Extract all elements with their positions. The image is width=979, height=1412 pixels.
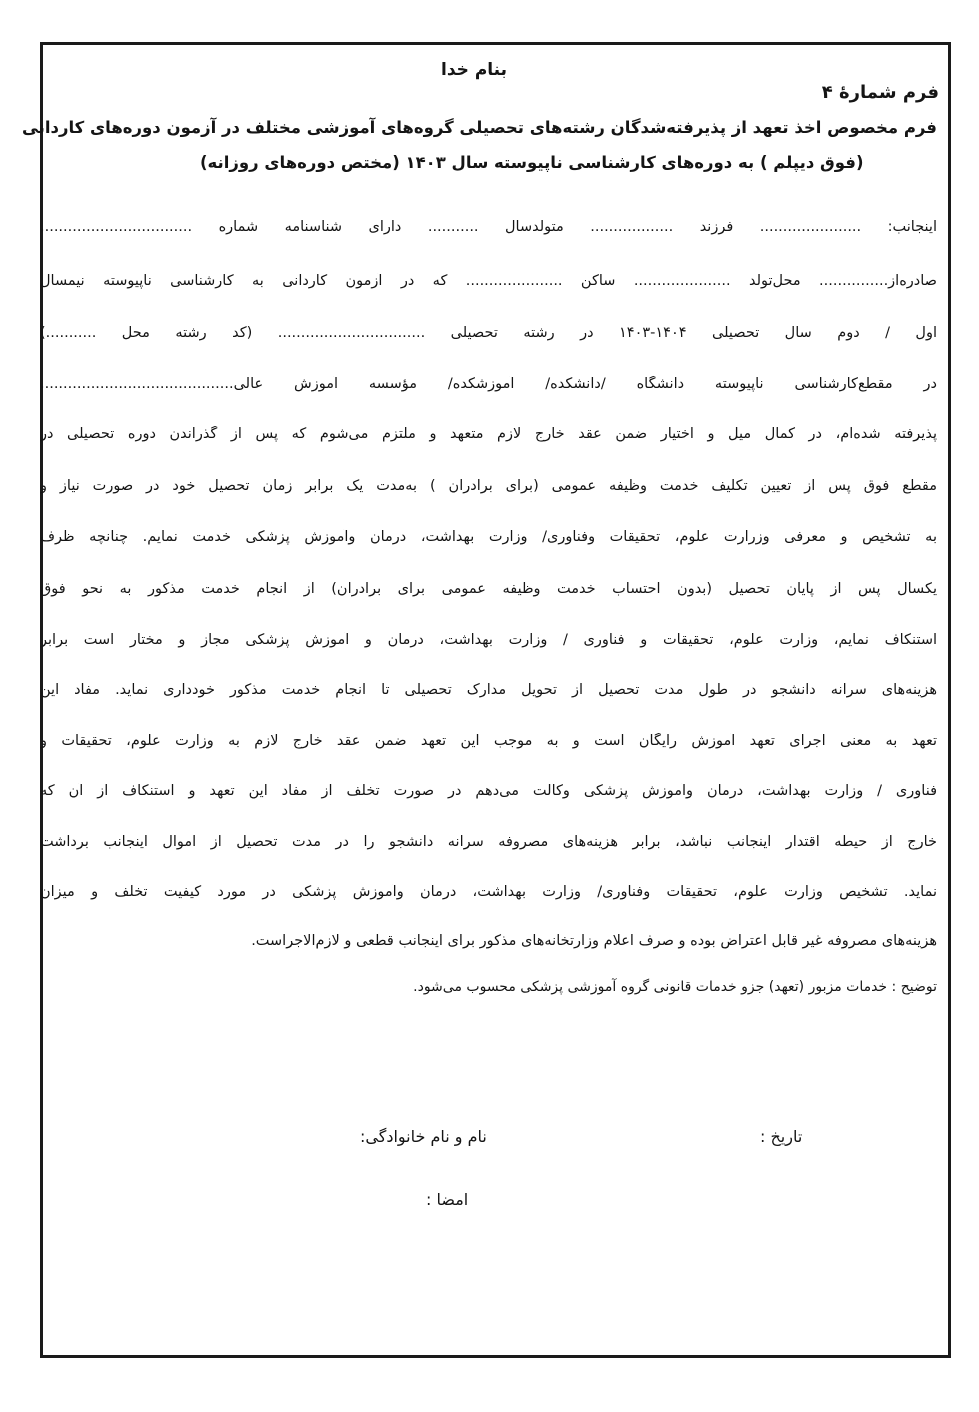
form-title-line-2: (فوق دیپلم ) به دوره‌های کارشناسی ناپیوسته سال ۱۴۰۳ (مختص دوره‌های روزانه) — [200, 153, 864, 172]
body-line: خارج از حیطه اقتدار اینجانب نباشد، برابر هزینه‌های مصروفه سرانه دانشجو را در مدت تحصیل از اموال اینجانب برداشت — [40, 834, 937, 850]
explanatory-note: توضیح : خدمات مزبور (تعهد) جزو خدمات قانونی گروه آموزشی پزشکی محسوب می‌شود. — [413, 979, 937, 995]
body-line: اول / دوم سال تحصیلی ۱۴۰۴-۱۴۰۳ در رشته تحصیلی ................................ (کد رشته محل ...........) — [40, 325, 937, 341]
form-number: فرم شمارهٔ ۴ — [821, 82, 939, 103]
body-line: هزینه‌های مصروفه غیر قابل اعتراض بوده و صرف اعلام وزارتخانه‌های مذکور برای اینجانب قطعی و لازم‌الاجراست. — [251, 933, 937, 949]
body-line: فناوری / وزارت بهداشت، درمان وآموزش پزشکی وکالت می‌دهم در صورت تخلف از مفاد این تعهد و استنکاف از آن که — [40, 783, 937, 799]
body-line: اینجانب: ...................... فرزند .................. متولدسال ........... دارای شناسنامه شماره ................................. — [40, 219, 937, 235]
body-line: یکسال پس از پایان تحصیل (بدون احتساب خدمت وظیفه عمومی برای برادران) از انجام خدمت مذکور به نحو فوق — [40, 581, 937, 597]
signature-label: امضا : — [426, 1190, 469, 1209]
bismillah-heading: بنام خدا — [441, 60, 507, 80]
body-line: پذیرفته شده‌ام، در کمال میل و اختیار ضمن عقد خارج لازم متعهد و ملتزم می‌شوم که پس از گذراندن دوره تحصیلی در — [40, 426, 937, 442]
body-line: هزینه‌های سرانه دانشجو در طول مدت تحصیل از تحویل مدارک تحصیلی تا انجام خدمت مذکور خودداری نماید. مفاد این — [40, 682, 937, 698]
body-line: نماید. تشخیص وزارت علوم، تحقیقات وفناوری/ وزارت بهداشت، درمان وآموزش پزشکی در مورد کیفیت تخلف و میزان — [40, 884, 937, 900]
body-line: تعهد به معنی اجرای تعهد آموزش رایگان است و به موجب این تعهد ضمن عقد خارج لازم به وزارت علوم، تحقیقات و — [40, 733, 937, 749]
body-line: در مقطع‌کارشناسی ناپیوسته دانشگاه /دانشکده/ آموزشکده/ مؤسسه آموزش عالی.......................................... — [40, 376, 937, 392]
body-line: به تشخیص و معرفی وزرارت علوم، تحقیقات وفناوری/ وزارت بهداشت، درمان وآموزش پزشکی خدمت نمایم. چنانچه ظرف — [40, 529, 937, 545]
form-title-line-1: فرم مخصوص اخذ تعهد از پذیرفته‌شدگان رشته‌های تحصیلی گروه‌های آموزشی مختلف در آزمون دوره‌های کاردانی — [21, 118, 937, 137]
document-border — [40, 42, 951, 1358]
body-line: صادره‌از............... محل‌تولد ..................... ساکن ..................... که در آزمون کاردانی به کارشناسی ناپیوسته نیمسال — [40, 273, 937, 289]
name-label: نام و نام خانوادگی: — [360, 1127, 487, 1146]
date-label: تاریخ : — [760, 1127, 803, 1146]
body-line: استنکاف نمایم، وزارت علوم، تحقیقات و فناوری / وزارت بهداشت، درمان و آموزش پزشکی مجاز و مختار است برابر — [40, 632, 937, 648]
body-line: مقطع فوق پس از تعیین تکلیف خدمت وظیفه عمومی (برای برادران ) به‌مدت یک برابر زمان تحصیل خود در صورت نیاز و — [40, 478, 937, 494]
